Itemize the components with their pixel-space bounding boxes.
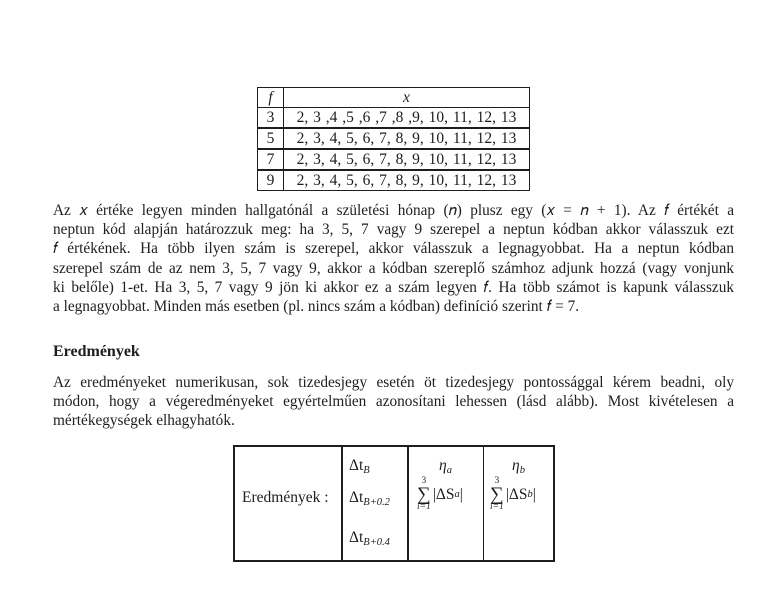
paragraph-line: Az eredményeket numerikusan, sok tizedesjegy esetén öt tizedesjegy pontossággal kérem beadni, oly bbox=[53, 374, 734, 391]
table-row bbox=[258, 108, 530, 129]
table-header-row bbox=[258, 88, 530, 108]
results-table bbox=[233, 445, 555, 562]
results-label-cell bbox=[235, 447, 343, 560]
table-row bbox=[258, 128, 530, 149]
f-x-lookup-table bbox=[257, 87, 530, 191]
paragraph-line: ki belőle) 1-et. Ha 3, 5, 7 vagy 9 jön ki akkor ez a szám legyen 𝑓. Ha több számot is kapunk válasszuk bbox=[53, 278, 734, 296]
results-paragraph bbox=[53, 373, 734, 431]
x-values: 2, 3, 4, 5, 6, 7, 8, 9, 10, 11, 12, 13 bbox=[284, 170, 530, 191]
header-f: f bbox=[258, 88, 284, 108]
paragraph-line: 𝑓 értékének. Ha több ilyen szám is szerepel, akkor válasszuk a legnagyobbat. Ha a neptun kódban bbox=[53, 240, 734, 258]
instructions-paragraph bbox=[53, 201, 734, 316]
paragraph-line: módon, hogy a végeredményeket egyértelműen azonosítani lehessen (lásd alább). Most kivételesen a bbox=[53, 393, 734, 411]
paragraph-line: Az 𝑥 értéke legyen minden hallgatónál a születési hónap (𝑛) plusz egy (𝑥 = 𝑛 + 1). Az 𝑓 értékét a bbox=[53, 202, 734, 219]
delta-t-cell bbox=[343, 447, 409, 560]
table-row bbox=[258, 170, 530, 191]
paragraph-line: neptun kód alapján határozzuk meg: ha 3, 5, 7 vagy 9 szerepel a neptun kódban akkor válasszuk ezt bbox=[53, 221, 734, 239]
eta-a-cell bbox=[409, 447, 484, 560]
f-value: 3 bbox=[258, 108, 284, 129]
f-value: 9 bbox=[258, 170, 284, 191]
sum-delta-s-b: 3 ∑ i=1 |ΔS b | bbox=[490, 476, 536, 512]
summation-symbol: 3 ∑ i=1 bbox=[417, 476, 431, 512]
table-row bbox=[258, 149, 530, 170]
x-values: 2, 3, 4, 5, 6, 7, 8, 9, 10, 11, 12, 13 bbox=[284, 149, 530, 170]
sum-delta-s-a: 3 ∑ i=1 |ΔS a | bbox=[417, 476, 463, 512]
eta-b-cell bbox=[484, 447, 553, 560]
summation-symbol: 3 ∑ i=1 bbox=[490, 476, 504, 512]
eta-b: $\eta_b$ bbox=[512, 457, 525, 476]
results-label: Eredmények : bbox=[242, 489, 329, 506]
eta-a: $\eta_a$ bbox=[439, 457, 452, 476]
section-heading: Eredmények bbox=[53, 343, 140, 360]
paragraph-line: a legnagyobbat. Minden más esetben (pl. nincs szám a kódban) definíció szerint 𝑓 = 7. bbox=[53, 297, 580, 315]
paragraph-line: szerepel szám de az nem 3, 5, 7 vagy 9, akkor a kódban szereplő számhoz adjunk hozzá (vagy vonjunk bbox=[53, 259, 734, 277]
delta-t-b: $\Delta t_B$ bbox=[349, 457, 370, 476]
f-value: 7 bbox=[258, 149, 284, 170]
delta-t-b-0-2: $\Delta t_{B+0.2}$ bbox=[349, 489, 390, 508]
x-values: 2, 3, 4, 5, 6, 7, 8, 9, 10, 11, 12, 13 bbox=[284, 128, 530, 149]
f-value: 5 bbox=[258, 128, 284, 149]
paragraph-line: mértékegységek elhagyhatók. bbox=[53, 412, 235, 430]
x-values: 2, 3 ,4 ,5 ,6 ,7 ,8 ,9, 10, 11, 12, 13 bbox=[284, 108, 530, 129]
header-x: x bbox=[284, 88, 530, 108]
delta-t-b-0-4: $\Delta t_{B+0.4}$ bbox=[349, 529, 390, 548]
